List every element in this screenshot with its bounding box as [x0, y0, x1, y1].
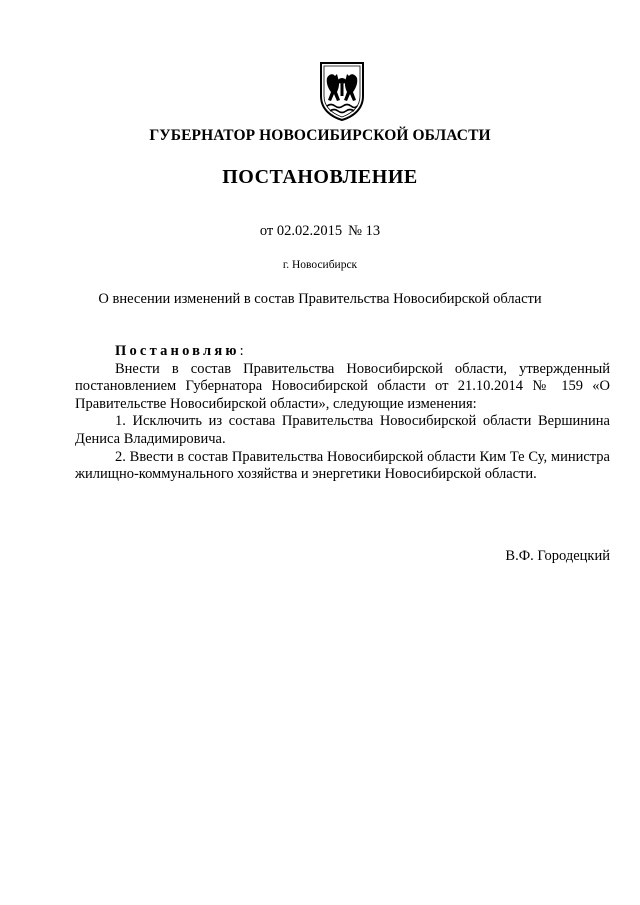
issuing-authority: ГУБЕРНАТОР НОВОСИБИРСКОЙ ОБЛАСТИ: [149, 127, 491, 144]
coat-of-arms-icon: [318, 60, 366, 122]
decree-word: Постановляю: [115, 343, 240, 359]
document-body: [75, 343, 610, 484]
document-type: ПОСТАНОВЛЕНИЕ: [222, 166, 418, 188]
decree-line: [75, 343, 610, 361]
date-number-line: [0, 223, 640, 240]
document-number: № 13: [348, 223, 381, 239]
decree-colon: :: [239, 343, 244, 359]
document-subject: О внесении изменений в состав Правительства Новосибирской области: [98, 291, 542, 307]
issuing-city: г. Новосибирск: [282, 259, 358, 271]
item-1-paragraph: 1. Исключить из состава Правительства Новосибирской области Вершинина Дениса Владимировича.: [75, 413, 610, 447]
signatory-name: В.Ф. Городецкий: [505, 548, 610, 564]
item-2-paragraph: 2. Ввести в состав Правительства Новосибирской области Ким Те Су, министра жилищно-коммунального хозяйства и энергетики Новосибирской области.: [75, 448, 610, 483]
document-date: от 02.02.2015: [259, 223, 343, 239]
intro-paragraph: Внести в состав Правительства Новосибирской области, утвержденный постановлением Губернатора Новосибирской области от 21.10.2014 № 159 «О Правительстве Новосибирской области», следующие изменения:: [75, 360, 610, 412]
